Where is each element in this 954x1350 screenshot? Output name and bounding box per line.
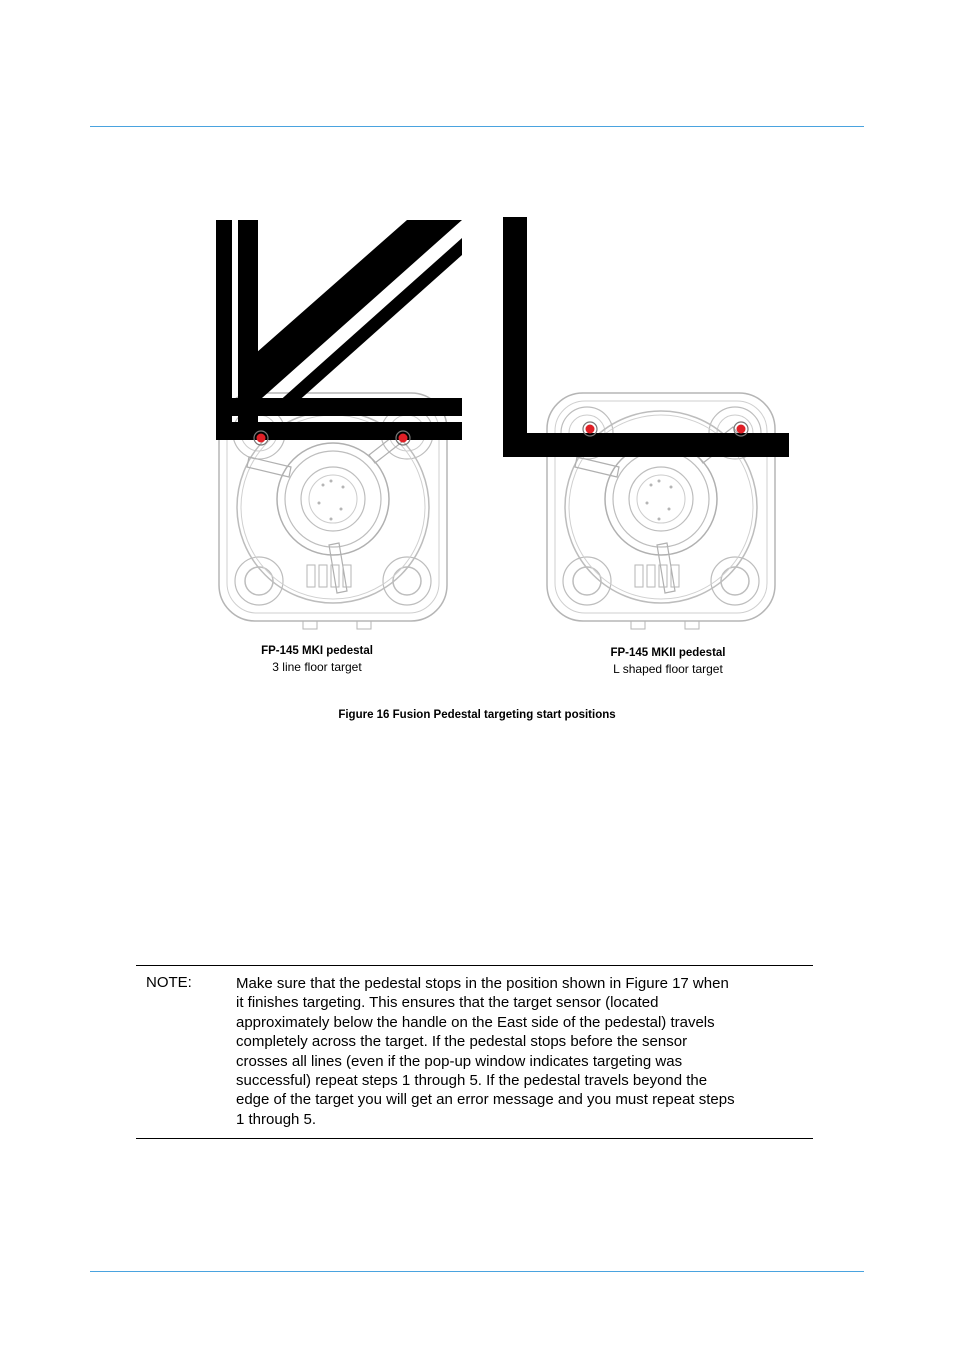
mkii-left-sensor-icon [586, 425, 595, 434]
right-caption-title: FP-145 MKII pedestal [610, 647, 726, 659]
right-caption-subtitle: L shaped floor target [613, 662, 723, 676]
l-shaped-floor-target [503, 217, 789, 457]
left-pedestal-caption [217, 643, 417, 675]
figure-caption: Figure 16 Fusion Pedestal targeting start positions [338, 709, 616, 721]
left-caption-title: FP-145 MKI pedestal [261, 645, 373, 657]
note-label: NOTE: [146, 974, 192, 991]
left-caption-subtitle: 3 line floor target [272, 660, 362, 674]
right-pedestal-caption [568, 645, 768, 677]
footer-rule [90, 1271, 864, 1272]
mkii-right-sensor-icon [737, 425, 746, 434]
note-box [136, 965, 813, 1139]
mki-right-sensor-icon [399, 434, 408, 443]
note-text: Make sure that the pedestal stops in the position shown in Figure 17 when it finishes targeting. This ensures that the target sensor (located approximately below the handle on the East side of the pedestal) travels completely across the target. If the pedestal stops before the sensor crosses all lines (even if the pop-up window indicates targeting was successful) repeat steps 1 through 5. If the pedestal travels beyond the edge of the target you will get an error message and you must repeat steps 1 through 5. [236, 975, 735, 1128]
mki-left-sensor-icon [257, 434, 266, 443]
three-line-floor-target [216, 220, 462, 440]
